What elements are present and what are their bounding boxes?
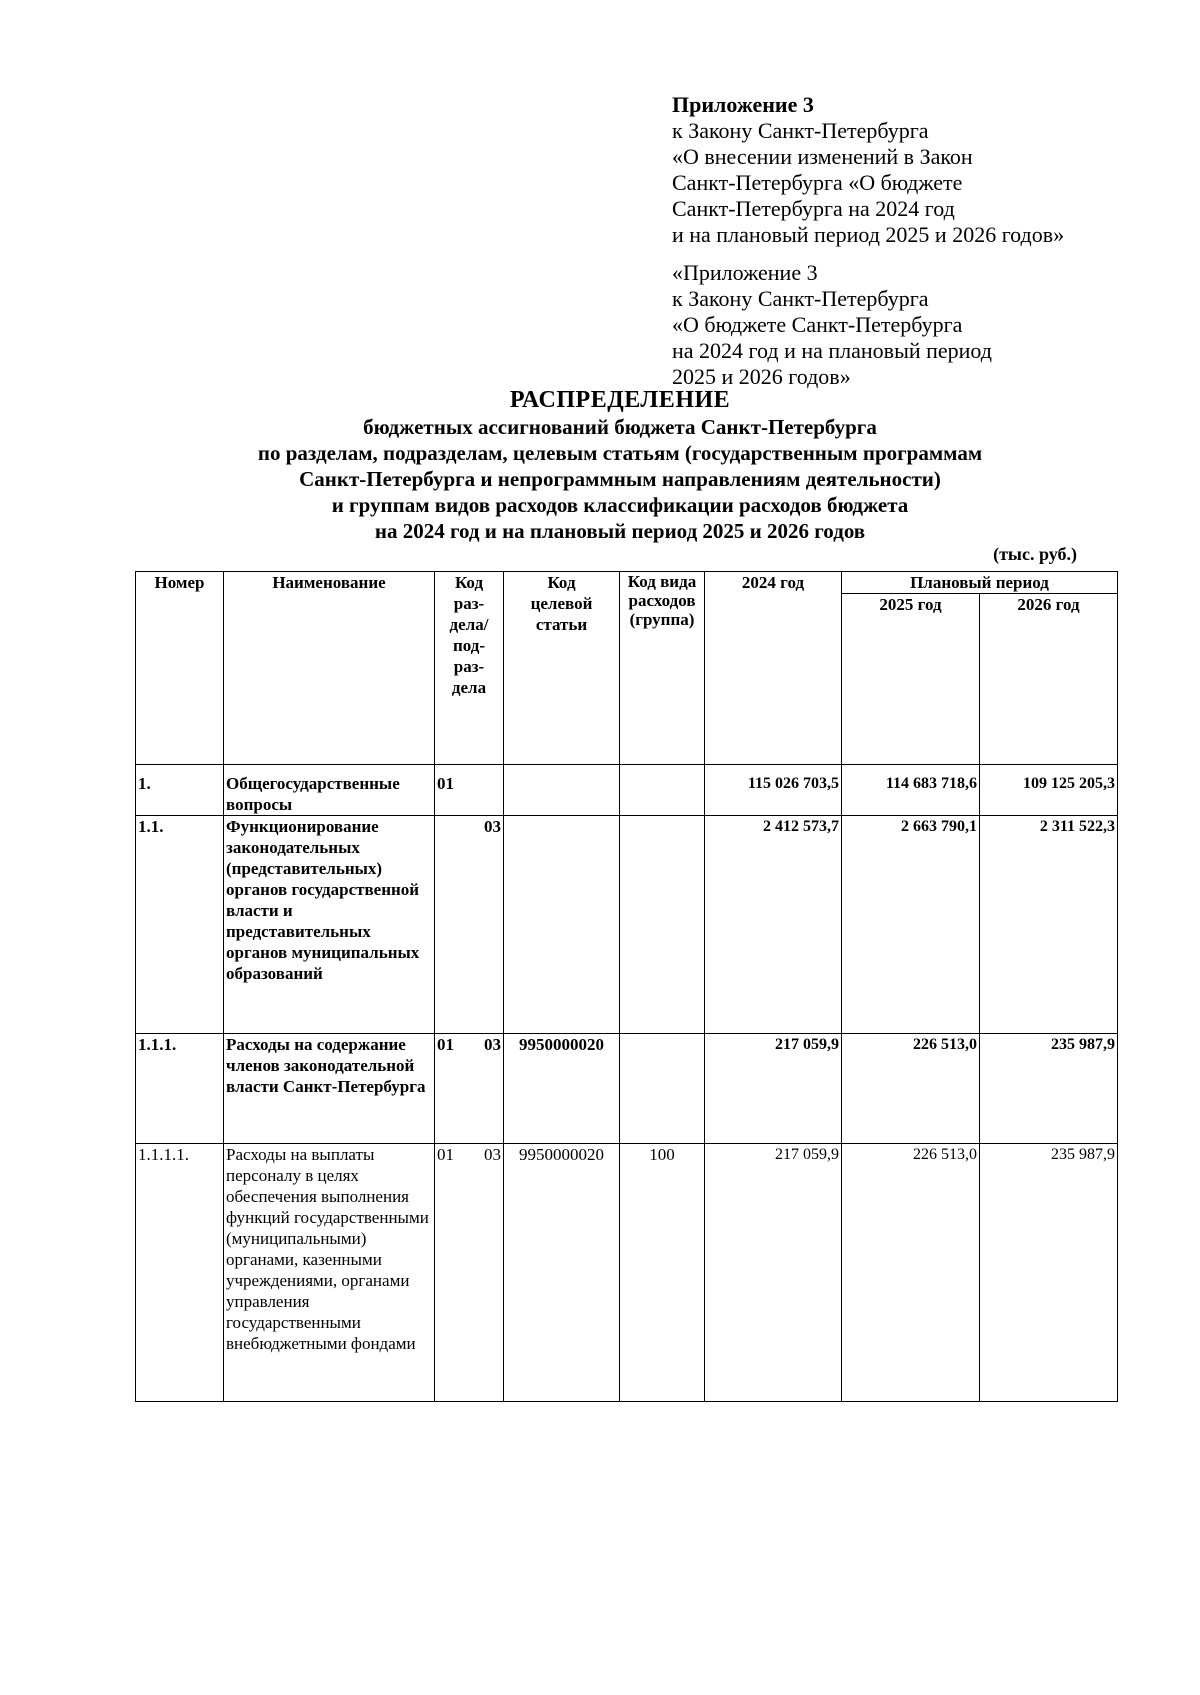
row-value-2024: 2 412 573,7 [705,816,842,1034]
row-expense-type: 100 [620,1144,705,1402]
units-label: (тыс. руб.) [993,544,1077,564]
row-value-2026: 109 125 205,3 [980,765,1118,816]
row-section-code: 03 [435,816,504,1034]
row-name: Расходы на выплаты персоналу в целях обеспечения выполнения функций государственными (муниципальными) органами, казенными учреждениями, органами управления государственными внебюджетными фондами [224,1144,435,1402]
row-value-2026: 235 987,9 [980,1034,1118,1144]
header-year-2025: 2025 год [842,594,980,765]
row-name: Функционирование законодательных (представительных) органов государственной власти и представительных органов муниципальных образований [224,816,435,1034]
row-target-code: 9950000020 [504,1144,620,1402]
original-appendix-line: к Закону Санкт-Петербурга [672,286,929,311]
header-planned-period: Плановый период [842,572,1118,594]
header-year-2024: 2024 год [705,572,842,765]
original-appendix-line: «Приложение 3 [672,260,818,285]
row-number: 1.1.1. [136,1034,224,1144]
row-value-2025: 114 683 718,6 [842,765,980,816]
appendix-line: и на плановый период 2025 и 2026 годов» [672,222,1065,247]
row-value-2025: 226 513,0 [842,1034,980,1144]
title-main: РАСПРЕДЕЛЕНИЕ [509,387,731,413]
appendix-title: Приложение 3 [672,92,814,117]
header-section-code: Код раз- дела/ под- раз- дела [435,572,504,765]
row-section-code: 01 03 [435,1144,504,1402]
row-expense-type [620,816,705,1034]
row-value-2024: 217 059,9 [705,1034,842,1144]
header-expense-type: Код вида расходов (группа) [620,572,705,765]
budget-table [135,571,1118,1402]
table-row [136,765,1118,816]
appendix-line: Санкт-Петербурга «О бюджете [672,170,963,195]
title-subline: бюджетных ассигнований бюджета Санкт-Петербурга [363,415,877,439]
appendix-line: Санкт-Петербурга на 2024 год [672,196,955,221]
appendix-line: «О внесении изменений в Закон [672,144,973,169]
title-subline: и группам видов расходов классификации расходов бюджета [331,493,909,517]
original-appendix-line: «О бюджете Санкт-Петербурга [672,312,963,337]
header-name: Наименование [224,572,435,765]
header-year-2026: 2026 год [980,594,1118,765]
document-title [100,386,1140,544]
table-row [136,1144,1118,1402]
row-target-code [504,765,620,816]
row-target-code: 9950000020 [504,1034,620,1144]
title-subline: по разделам, подразделам, целевым статьям (государственным программам [257,441,983,465]
row-section-code: 01 03 [435,1034,504,1144]
row-number: 1. [136,765,224,816]
header-number: Номер [136,572,224,765]
row-value-2024: 217 059,9 [705,1144,842,1402]
row-value-2024: 115 026 703,5 [705,765,842,816]
row-target-code [504,816,620,1034]
row-value-2025: 226 513,0 [842,1144,980,1402]
title-subline: Санкт-Петербурга и непрограммным направлениям деятельности) [299,467,941,491]
table-row [136,1034,1118,1144]
title-subline: на 2024 год и на плановый период 2025 и 2026 годов [374,519,866,543]
appendix-note [672,92,1064,248]
original-appendix-line: 2025 и 2026 годов» [672,364,851,389]
row-name: Расходы на содержание членов законодательной власти Санкт-Петербурга [224,1034,435,1144]
row-value-2026: 235 987,9 [980,1144,1118,1402]
row-number: 1.1.1.1. [136,1144,224,1402]
header-target-code: Код целевой статьи [504,572,620,765]
original-appendix-note [672,260,992,390]
row-value-2026: 2 311 522,3 [980,816,1118,1034]
row-expense-type [620,1034,705,1144]
row-section-code: 01 [435,765,504,816]
original-appendix-line: на 2024 год и на плановый период [672,338,992,363]
row-expense-type [620,765,705,816]
row-name: Общегосударственные вопросы [224,765,435,816]
appendix-line: к Закону Санкт-Петербурга [672,118,929,143]
table-row [136,816,1118,1034]
row-number: 1.1. [136,816,224,1034]
row-value-2025: 2 663 790,1 [842,816,980,1034]
